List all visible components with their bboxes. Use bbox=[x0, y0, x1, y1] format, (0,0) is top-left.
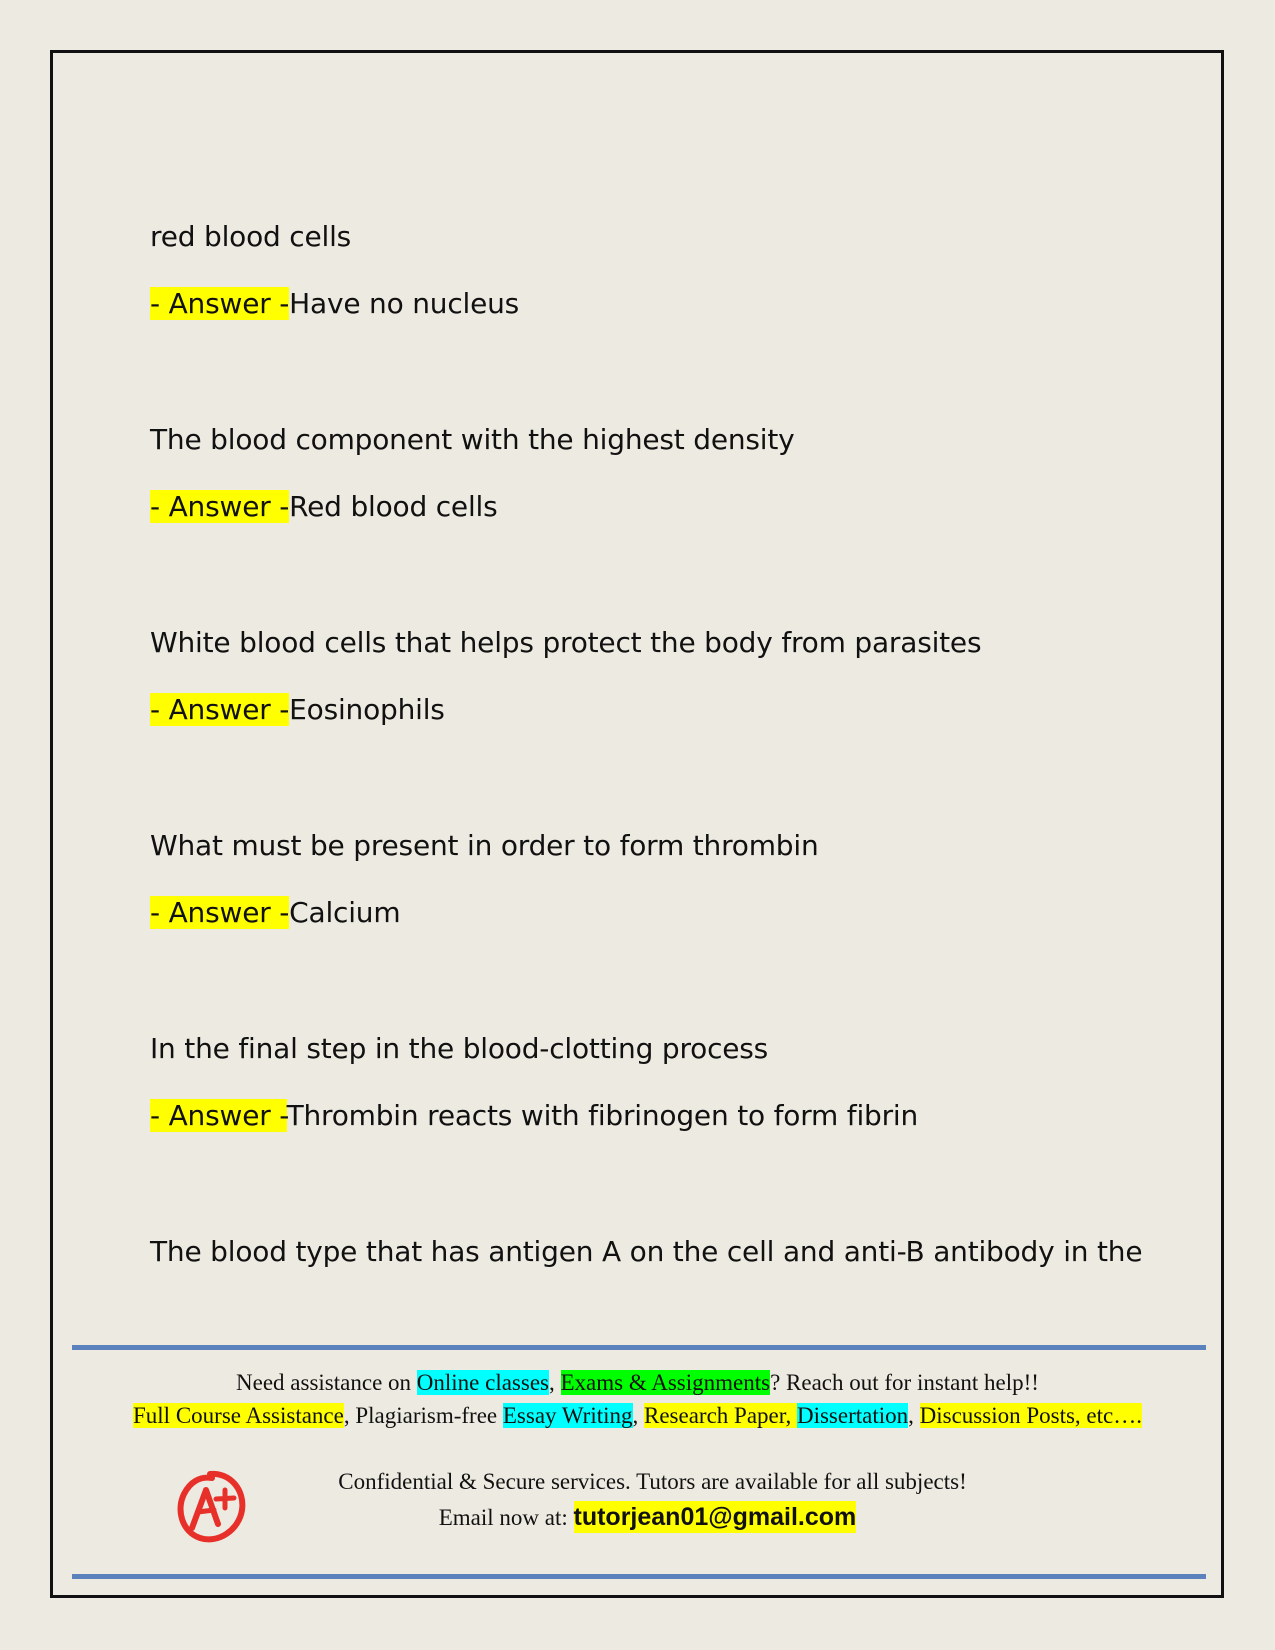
answer-label: - Answer - bbox=[150, 896, 290, 929]
research-paper-highlight: Research Paper, bbox=[644, 1403, 797, 1428]
footer-line-3: Confidential & Secure services. Tutors are available for all subjects! bbox=[338, 1469, 967, 1494]
question-text: The blood type that has antigen A on the cell and anti-B antibody in the bbox=[150, 1235, 1143, 1268]
footer-line-2 bbox=[0, 1403, 1275, 1429]
footer-text: ? Reach out for instant help!! bbox=[770, 1370, 1039, 1395]
answer-label: - Answer - bbox=[150, 287, 290, 320]
answer-line bbox=[150, 1099, 918, 1133]
question-text: What must be present in order to form thrombin bbox=[150, 829, 819, 862]
question-text: The blood component with the highest density bbox=[150, 423, 795, 456]
email-address[interactable]: tutorjean01@gmail.com bbox=[573, 1503, 857, 1531]
discussion-posts-highlight: Discussion Posts, etc…. bbox=[919, 1403, 1142, 1428]
footer-line-1 bbox=[0, 1370, 1275, 1396]
question-text: White blood cells that helps protect the body from parasites bbox=[150, 626, 982, 659]
online-classes-highlight: Online classes bbox=[416, 1370, 549, 1395]
footer-text: , bbox=[549, 1370, 561, 1395]
answer-line bbox=[150, 896, 400, 930]
answer-line bbox=[150, 693, 445, 727]
a-plus-logo-icon bbox=[170, 1468, 250, 1548]
footer-text: , Plagiarism-free bbox=[343, 1403, 503, 1428]
exams-assignments-highlight: Exams & Assignments bbox=[560, 1370, 771, 1395]
dissertation-highlight: Dissertation bbox=[796, 1403, 909, 1428]
answer-text: Calcium bbox=[289, 896, 401, 929]
email-label: Email now at: bbox=[438, 1505, 574, 1530]
answer-label: - Answer - bbox=[150, 693, 290, 726]
footer-bottom-rule bbox=[72, 1574, 1206, 1579]
answer-label: - Answer - bbox=[150, 1099, 287, 1132]
page-border bbox=[50, 50, 1224, 1598]
footer-text: , bbox=[908, 1403, 920, 1428]
answer-label: - Answer - bbox=[150, 490, 290, 523]
answer-line bbox=[150, 287, 519, 321]
footer-top-rule bbox=[72, 1345, 1206, 1350]
question-text: In the final step in the blood-clotting process bbox=[150, 1032, 769, 1065]
essay-writing-highlight: Essay Writing bbox=[502, 1403, 633, 1428]
question-text: red blood cells bbox=[150, 220, 352, 253]
answer-text: Have no nucleus bbox=[289, 287, 520, 320]
answer-line bbox=[150, 490, 498, 524]
full-course-highlight: Full Course Assistance bbox=[133, 1403, 344, 1428]
answer-text: Red blood cells bbox=[289, 490, 498, 523]
answer-text: Eosinophils bbox=[289, 693, 445, 726]
footer-text: , bbox=[632, 1403, 644, 1428]
footer-text: Need assistance on bbox=[236, 1370, 417, 1395]
answer-text: Thrombin reacts with fibrinogen to form fibrin bbox=[286, 1099, 919, 1132]
